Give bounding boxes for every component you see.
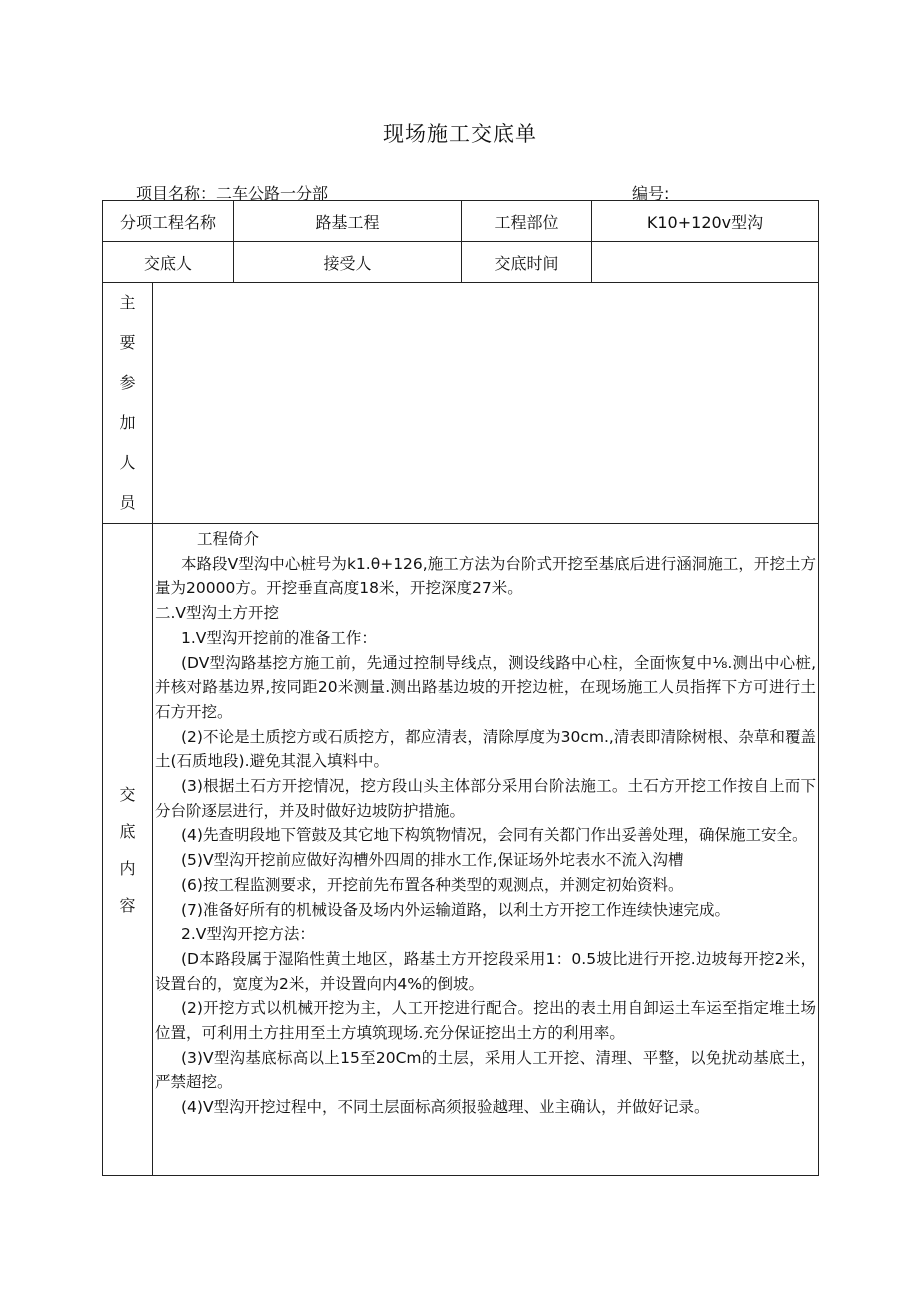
handover-time-value [592,242,819,283]
content-paragraph: (2)不论是土质挖方或石质挖方，都应清表，清除厚度为30cm.,清表即清除树根、杂草和覆盖土(石质地段).避免其混入填料中。 [155,727,817,771]
content-char: 内 [119,858,136,878]
content-char: 交 [119,784,136,804]
table-row [103,201,819,242]
subproject-name-value: 路基工程 [234,201,462,242]
handover-time-label: 交底时间 [462,242,592,283]
content-char: 容 [119,895,136,915]
number-label: 编号: [632,184,670,203]
content-paragraph: (3)V型沟基底标高以上15至20Cm的土层，采用人工开挖、清理、平整，以免扰动基底土，严禁超挖。 [155,1048,817,1092]
content-paragraph: (4)V型沟开挖过程中，不同土层面标高须报验越理、业主确认，并做好记录。 [181,1098,710,1117]
content-paragraph: (6)按工程监测要求，开挖前先布置各种类型的观测点，并测定初始资料。 [181,875,684,894]
participants-char: 人 [119,453,136,472]
participants-char: 主 [119,293,136,312]
page-title: 现场施工交底单 [383,122,537,146]
content-paragraph: (7)准备好所有的机械设备及场内外运输道路，以利土方开挖工作连续快速完成。 [181,900,730,919]
subproject-name-label: 分项工程名称 [103,201,234,242]
work-location-value: K10+120v型沟 [592,201,819,242]
participants-label [103,283,153,524]
work-location-label: 工程部位 [462,201,592,242]
content-paragraph: (4)先查明段地下管鼓及其它地下构筑物情况，会同有关都门作出妥善处理，确保施工安全。 [181,826,808,845]
table-row [103,242,819,283]
handover-form-table [102,200,819,1176]
handover-person-label: 交底人 [103,242,234,283]
content-paragraph: (2)开挖方式以机械开挖为主，人工开挖进行配合。挖出的表土用自卸运土车运至指定堆土场位置，可利用土方拄用至土方填筑现场.充分保证挖出土方的利用率。 [155,999,817,1043]
project-value: 二车公路一分部 [216,184,329,203]
content-paragraph: (D本路段属于湿陷性黄土地区，路基土方开挖段采用1：0.5坡比进行开挖.边坡每开挖2米，设置台的，宽度为2米，并设置向内4%的倒坡。 [155,949,817,993]
content-paragraph: 本路段V型沟中心桩号为k1.θ+126,施工方法为台阶式开挖至基底后进行涵洞施工，开挖土方量为20000方。开挖垂直高度18米，开挖深度27米。 [155,554,817,598]
content-paragraph: 二.V型沟土方开挖 [155,604,280,623]
content-paragraph: 1.V型沟开挖前的准备工作： [181,628,377,647]
content-char: 底 [119,821,136,841]
table-row [103,283,819,524]
table-row [103,524,819,1176]
content-paragraph: (DV型沟路基挖方施工前，先通过控制导线点，测设线路中心柱，全面恢复中⅛.测出中心桩,并核对路基边界,按同距20米测量.测出路基边坡的开挖边桩，在现场施工人员指挥下方可进行土石方开挖。 [155,653,817,721]
content-label [103,524,153,1176]
content-paragraph: (5)V型沟开挖前应做好沟槽外四周的排水工作,保证场外坨表水不流入沟槽 [181,851,684,870]
participants-char: 要 [119,333,136,352]
participants-char: 员 [119,493,136,512]
project-label: 项目名称： [136,184,217,203]
participants-char: 加 [119,413,136,432]
content-paragraph: (3)根据土石方开挖情况，挖方段山头主体部分采用台阶法施工。土石方开挖工作按自上而下分台阶逐层进行，并及时做好边坡防护措施。 [155,777,817,820]
content-paragraph: 工程倚介 [197,530,260,548]
participants-char: 参 [119,373,136,392]
receiver-label: 接受人 [234,242,462,283]
participants-value [153,283,819,524]
content-paragraph: 2.V型沟开挖方法： [181,925,315,944]
handover-content [153,524,819,1176]
